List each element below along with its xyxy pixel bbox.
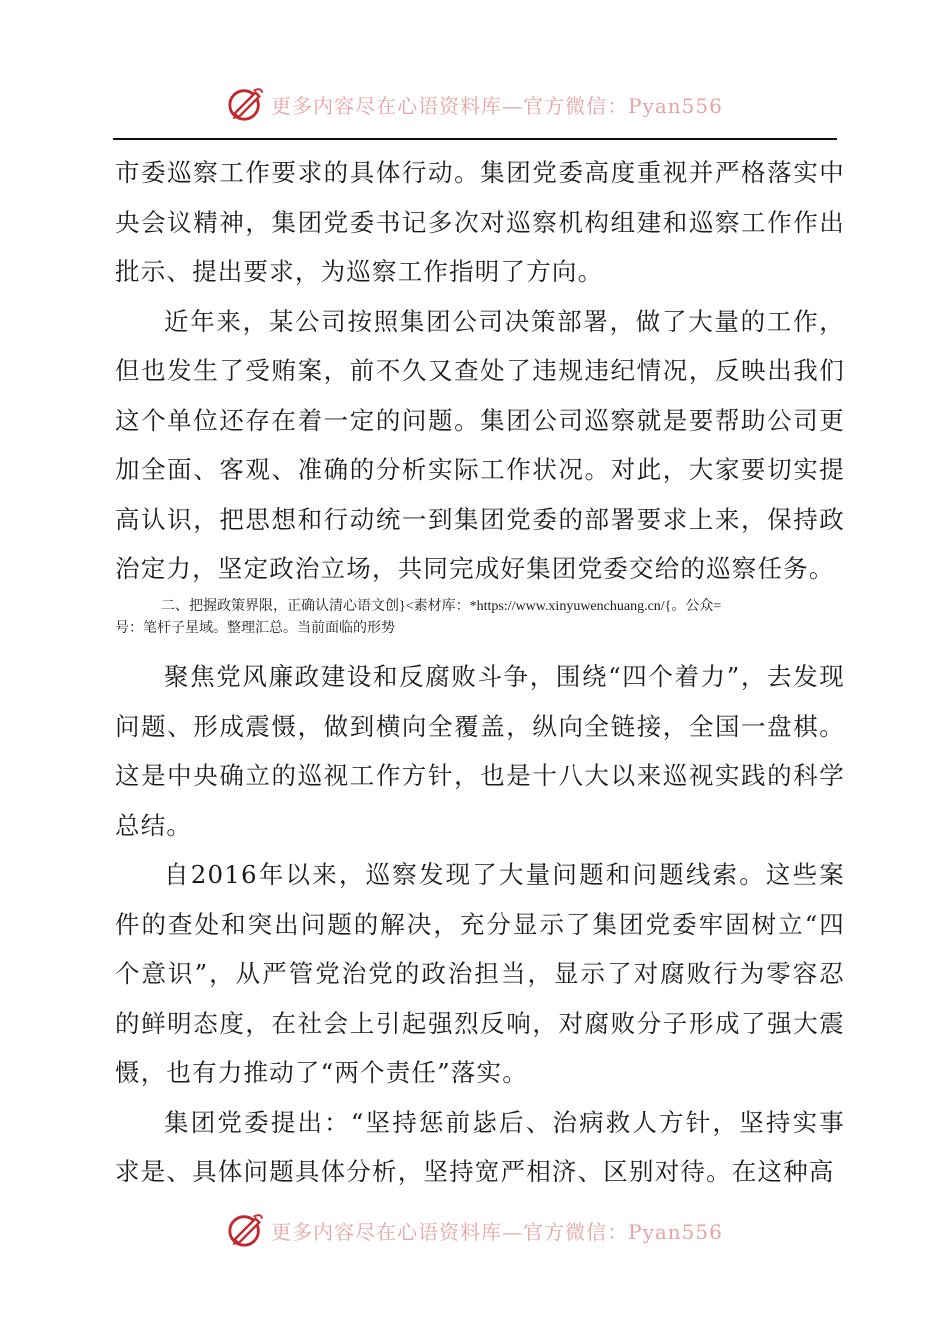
- body-text-bottom: [115, 652, 845, 1197]
- header-banner: [0, 84, 950, 124]
- header-divider: [113, 138, 837, 140]
- section-heading-note: [115, 596, 845, 640]
- pen-logo-icon: [227, 1211, 265, 1249]
- body-text-top: [115, 148, 845, 594]
- note-line: 号：笔杆子星域。整理汇总。当前面临的形势: [115, 621, 395, 636]
- header-banner-text: 更多内容尽在心语资料库—官方微信：Pyan556: [271, 93, 723, 118]
- footer-banner: [0, 1210, 950, 1250]
- note-line: 二、把握政策界限，正确认清心语文创}<素材库：*https://www.xinyuwenchuang.cn/{。公众=: [161, 599, 722, 614]
- paragraph: 集团党委提出：“坚持惩前毖后、治病救人方针，坚持实事求是、具体问题具体分析，坚持宽严相济、区别对待。在这种高: [115, 1107, 845, 1186]
- footer-banner-text: 更多内容尽在心语资料库—官方微信：Pyan556: [271, 1219, 723, 1244]
- paragraph: 市委巡察工作要求的具体行动。集团党委高度重视并严格落实中央会议精神，集团党委书记多次对巡察机构组建和巡察工作作出批示、提出要求，为巡察工作指明了方向。: [115, 158, 845, 286]
- paragraph: 近年来，某公司按照集团公司决策部署，做了大量的工作，但也发生了受贿案，前不久又查处了违规违纪情况，反映出我们这个单位还存在着一定的问题。集团公司巡察就是要帮助公司更加全面、客观、准确的分析实际工作状况。对此，大家要切实提高认识，把思想和行动统一到集团党委的部署要求上来，保持政治定力，坚定政治立场，共同完成好集团党委交给的巡察任务。: [115, 306, 845, 583]
- paragraph: 聚焦党风廉政建设和反腐败斗争，围绕“四个着力”，去发现问题、形成震慑，做到横向全覆盖，纵向全链接，全国一盘棋。这是中央确立的巡视工作方针，也是十八大以来巡视实践的科学总结。: [115, 662, 845, 840]
- pen-logo-icon: [227, 85, 265, 123]
- paragraph: 自2016年以来，巡察发现了大量问题和问题线索。这些案件的查处和突出问题的解决，充分显示了集团党委牢固树立“四个意识”，从严管党治党的政治担当，显示了对腐败行为零容忍的鲜明态度，在社会上引起强烈反响，对腐败分子形成了强大震慑，也有力推动了“两个责任”落实。: [115, 860, 845, 1087]
